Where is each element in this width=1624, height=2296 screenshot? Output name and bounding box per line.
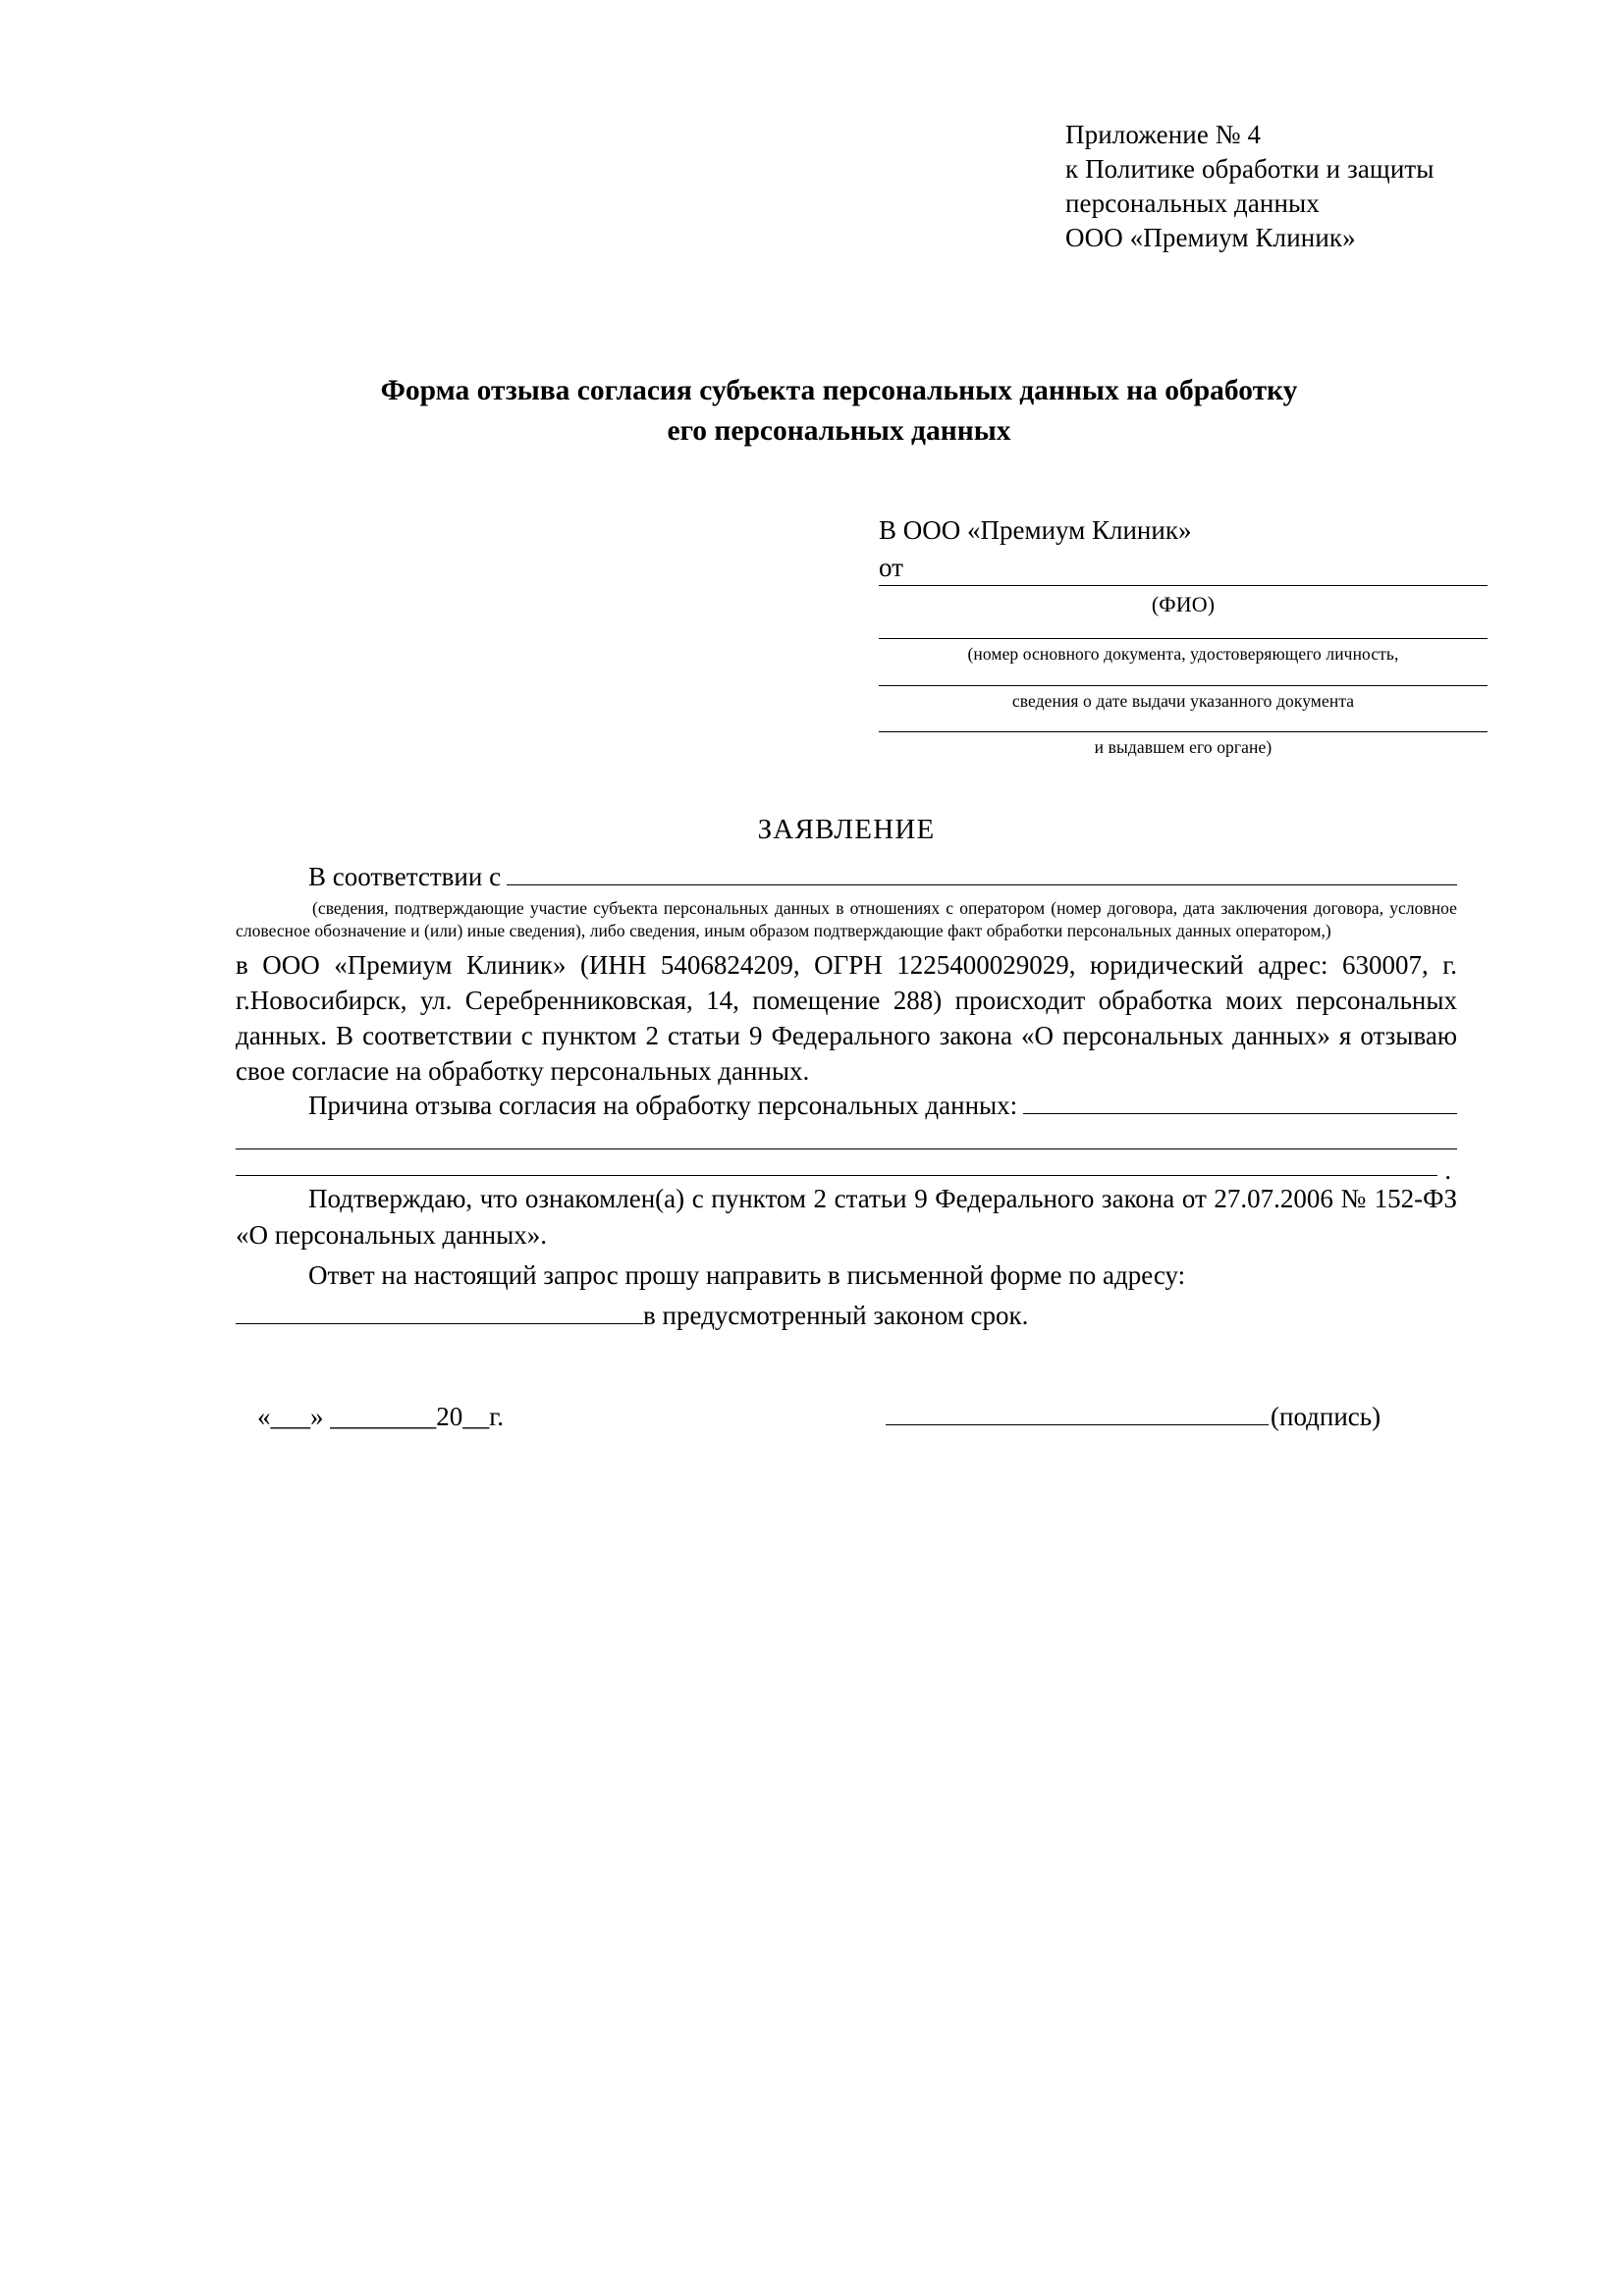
fio-blank-line[interactable] [879, 585, 1488, 586]
statement-heading: ЗАЯВЛЕНИЕ [757, 814, 936, 846]
signature-caption: (подпись) [1271, 1402, 1381, 1432]
page-title-line-2: его персональных данных [667, 415, 1011, 448]
document-date-blank-line[interactable] [879, 685, 1488, 686]
lead-in-label: В соответствии с [308, 862, 502, 892]
document-issuer-blank-line[interactable] [879, 731, 1488, 732]
fineprint-note [236, 897, 1457, 942]
addressee-block [879, 512, 1488, 760]
reason-row [236, 1089, 1457, 1123]
page-title-line-1: Форма отзыва согласия субъекта персональных данных на обработку [380, 375, 1298, 407]
reason-label: Причина отзыва согласия на обработку персональных данных: [308, 1091, 1018, 1121]
document-number-blank-line[interactable] [879, 638, 1488, 639]
reason-blank-line-1[interactable] [1023, 1095, 1457, 1114]
fineprint-text: (сведения, подтверждающие участие субъекта персональных данных в отношениях с оператором (номер договора, дата заключения договора, условное словесное обозначение и (или) иные сведения), либо сведения, иным образом подтверждающие факт обработки персональных данных оператором,) [236, 898, 1457, 940]
date-line[interactable]: «___» ________20__г. [257, 1402, 505, 1432]
appendix-header-line-4: ООО «Премиум Клиник» [1065, 223, 1356, 253]
response-address-tail: в предусмотренный законом срок. [643, 1300, 1029, 1330]
paragraph-response-address: Ответ на настоящий запрос прошу направить в письменной форме по адресу: [308, 1259, 1186, 1290]
appendix-header-line-2: к Политике обработки и защиты [1065, 154, 1435, 185]
document-number-caption: (номер основного документа, удостоверяющего личность, [967, 644, 1399, 665]
signature-blank-line[interactable] [886, 1406, 1269, 1425]
lead-in-row [236, 860, 1457, 894]
signature-area [886, 1400, 1380, 1434]
paragraph-acknowledgement: Подтверждаю, что ознакомлен(а) с пунктом 2 статьи 9 Федерального закона от 27.07.2006 № 152-ФЗ «О персональных данных». [236, 1184, 1457, 1250]
document-date-caption: сведения о дате выдачи указанного документа [1011, 690, 1355, 711]
page-title [236, 371, 1457, 451]
lead-in-blank-line[interactable] [507, 866, 1457, 885]
document-issuer-caption: и выдавшем его органе) [1094, 736, 1272, 757]
fio-caption: (ФИО) [1151, 592, 1216, 617]
addressee-organization: В ООО «Премиум Клиник» [879, 514, 1192, 545]
reason-blank-line-3[interactable] [236, 1175, 1437, 1176]
appendix-header-line-1: Приложение № 4 [1065, 120, 1262, 149]
response-address-row [236, 1299, 1457, 1333]
appendix-header-line-3: персональных данных [1065, 188, 1320, 219]
signature-row [236, 1400, 1457, 1434]
reason-blank-line-2[interactable] [236, 1148, 1457, 1149]
appendix-header [1065, 118, 1457, 255]
statement-body [236, 860, 1457, 1434]
response-address-blank-line[interactable] [236, 1305, 643, 1324]
addressee-from-label: от [879, 553, 903, 583]
paragraph-operator-info: в ООО «Премиум Клиник» (ИНН 5406824209, ОГРН 1225400029029, юридический адрес: 630007, г. г.Новосибирск, ул. Серебренниковская, 14, помещение 288) происходит обработка моих персональных данных. В соответствии с пунктом 2 статьи 9 Федерального закона «О персональных данных» я отзываю свое согласие на обработку персональных данных. [236, 949, 1457, 1087]
